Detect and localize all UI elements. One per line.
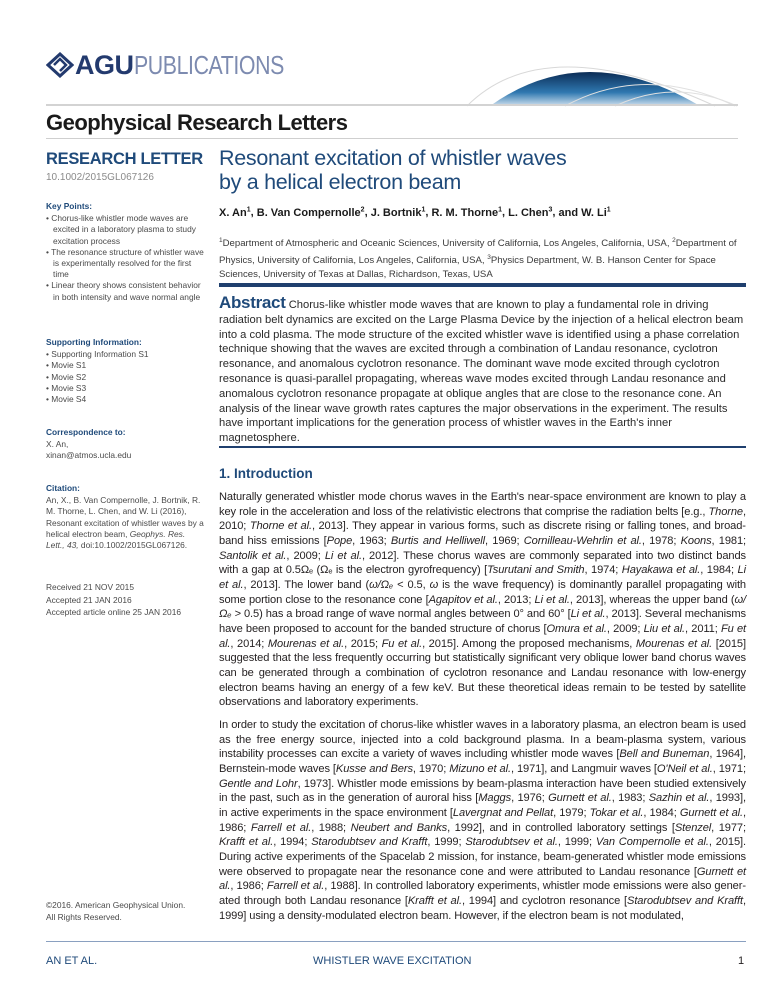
abstract-text: Chorus-like whistler mode waves that are known to play a fundamental role in driving radiation belt dynamics are excited on the Large Plasma Device by the injection of a helical electron beam into a cold plasma. The mode structure of the excited whistler wave is identified using a phase correlation technique showing that the waves are excited through a combination of Landau resonance, cyclotron resonance, and anomalous cyclotron resonance. The dominant wave mode excited through cyclotron resonance is quasi-parallel propagating, whereas wave modes excited through Landau resonance and anomalous cyclotron resonance propagate at oblique angles that are close to the resonance cone. An analysis of the linear wave growth rates captures the major observations in the experiment. The results have important implications for the generation process of whistler waves in the Earth's inner magnetosphere.	[219, 299, 744, 445]
affiliation: Physics Department, W. B. Hanson Center for Space Sciences, University of Texas at Dallas, Richardson, Texas, USA	[219, 254, 716, 280]
journal-title: Geophysical Research Letters	[46, 110, 348, 135]
text-run: , 2015]. Among the proposed mechanisms,	[422, 637, 636, 650]
article-type: RESEARCH LETTER	[46, 150, 203, 168]
citation-reference[interactable]: Thorne	[708, 505, 744, 518]
citation-reference[interactable]: Tokar et al.	[589, 806, 644, 819]
affiliation: Department of Atmospheric and Oceanic Sciences, University of California, Los Angeles, California, USA,	[222, 238, 673, 250]
text-run: , 1981;	[711, 534, 747, 547]
online-date: Accepted article online 25 JAN 2016	[46, 607, 182, 618]
text-run: , 1988]. In controlled laboratory experiments, whistler mode emissions were also generated through both Landau resonance [	[219, 880, 747, 907]
citation-reference[interactable]: Neubert and Banks	[350, 821, 448, 834]
correspondence-heading: Correspondence to:	[46, 427, 126, 437]
citation-reference[interactable]: Mourenas et al.	[267, 637, 345, 650]
affiliations: $^1$Department of Atmospheric and Oceanic Sciences, University of California, Los Angeles, California, USA, $^2$Department of Physics, University of California, Los Angeles, California, USA, $^3$Physics Department, W. B. Hanson Center for Space Sciences, University of Texas at Dallas, Richardson, Texas, USA	[219, 237, 737, 280]
citation-reference[interactable]: Pope	[326, 534, 353, 547]
text-run: [2015] suggested that the less frequently occurring but statistically significant very oblique lower band chorus waves can be generated through a combination of cyclotron resonance and Landau resonance with low-energy electron beams having an energy of a few keV. But these theoretical ideas remain to be tested by satellite observations and laboratory experiments.	[219, 637, 746, 709]
citation-reference[interactable]: Thorne et al.	[249, 520, 312, 533]
text-run: , 1971], and Langmuir waves [	[510, 762, 657, 775]
text-run: , 1986;	[219, 806, 746, 834]
key-points	[46, 201, 206, 303]
paragraph	[219, 718, 746, 923]
text-run: , 2013]. The lower band (	[243, 578, 370, 591]
citation-reference[interactable]: Gurnett et al.	[548, 792, 612, 805]
agu-logo-icon	[46, 52, 74, 78]
citation-reference[interactable]: Mourenas et al.	[635, 637, 713, 650]
text-run: , 1986;	[230, 880, 267, 893]
citation-reference[interactable]: Stenzel	[674, 821, 712, 834]
text-run: , 1963;	[352, 534, 391, 547]
key-point: • Linear theory shows consistent behavior in both intensity and wave normal angle	[46, 280, 206, 302]
citation-reference[interactable]: Krafft et al.	[407, 894, 462, 907]
author: B. Van Compernolle$^2$	[256, 206, 365, 219]
citation	[46, 483, 206, 551]
citation-reference[interactable]: Gurnett et al.	[219, 865, 746, 893]
citation-reference[interactable]: Fu et al.	[381, 637, 423, 650]
abstract-divider	[219, 283, 746, 287]
supporting-item[interactable]: • Supporting Information S1	[46, 349, 206, 360]
citation-reference[interactable]: Santolik et al.	[219, 549, 287, 562]
supporting-heading: Supporting Information:	[46, 337, 142, 347]
article-dates	[46, 581, 206, 619]
text-run: , 1964], Bernstein-mode waves [	[219, 748, 746, 775]
text-run: , 2009;	[286, 549, 325, 562]
citation-reference[interactable]: Van Compernolle et al.	[595, 836, 709, 849]
text-run: , 2009;	[606, 622, 644, 635]
journal-divider	[46, 138, 738, 139]
key-point: • Chorus-like whistler mode waves are excited in a laboratory plasma to study excitation process	[46, 213, 206, 247]
citation-reference[interactable]: Maggs	[478, 792, 512, 805]
author: R. M. Thorne$^1$	[431, 206, 502, 219]
text-run: , 1984;	[643, 806, 680, 819]
citation-heading: Citation:	[46, 483, 80, 493]
citation-reference[interactable]: Sazhin et al.	[648, 792, 710, 805]
citation-reference[interactable]: Hayakawa et al.	[621, 564, 701, 577]
text-run: , 2011;	[685, 622, 721, 635]
text-run: , 1971;	[712, 762, 746, 775]
supporting-item[interactable]: • Movie S4	[46, 394, 206, 405]
header-divider	[46, 104, 738, 106]
accepted-date: Accepted 21 JAN 2016	[46, 594, 132, 605]
text-run: , 2013;	[497, 593, 535, 606]
supporting-item[interactable]: • Movie S3	[46, 383, 206, 394]
text-run: , 2014;	[230, 637, 268, 650]
text-run: , 1978;	[641, 534, 681, 547]
text-run: , 1993], in active experiments in the space environment [	[219, 792, 746, 819]
text-run: is the wave frequency) is dominantly parallel propagating with some portion close to the resonance cone [	[219, 578, 747, 606]
text-run: , 1994;	[273, 836, 312, 849]
text-run: , 2012]. These chorus waves are commonly separated into two distinct bands with a gap at 0.5Ωₑ (Ωₑ is the electron gyrofrequency) [	[219, 549, 746, 577]
citation-reference[interactable]: Starodubtsev and Krafft	[311, 836, 428, 849]
text-run: , 1979;	[553, 806, 590, 819]
text-run: , 2013]. They appear in various forms, such as discrete rising or falling tones, and broadband hiss emissions [	[219, 520, 746, 547]
section-divider	[219, 446, 746, 448]
citation-reference[interactable]: Starodubtsev and Krafft	[627, 894, 744, 907]
doi[interactable]: 10.1002/2015GL067126	[46, 172, 154, 183]
text-run: , 1970;	[412, 762, 450, 775]
text-run: , 1994] and cyclotron resonance [	[461, 894, 628, 907]
text-run: Naturally generated whistler mode chorus waves in the Earth's near-space environment are known to play a key role in the acceleration and loss of the relativistic electrons that comprise the radiation belts [e.g.,	[219, 491, 746, 518]
copyright: ©2016. American Geophysical Union. All Rights Reserved.	[46, 900, 186, 922]
text-run: , 2013]. Several mechanisms have been proposed to account for the banded structure of chorus [	[219, 608, 747, 635]
text-run: , 1973]. Whistler mode emissions by beam-plasma interaction have been studied extensively in the past, such as in the generation of auroral hiss [	[219, 777, 746, 805]
text-run: , 1976;	[511, 792, 549, 805]
citation-reference[interactable]: Geophys. Res. Lett., 43,	[46, 528, 186, 551]
supporting-item[interactable]: • Movie S2	[46, 372, 206, 383]
section-heading-introduction: 1. Introduction	[219, 466, 313, 481]
page-number: 1	[738, 955, 745, 967]
text-run: , 1977;	[711, 821, 746, 834]
key-points-heading: Key Points:	[46, 201, 93, 211]
text-run: An, X., B. Van Compernolle, J. Bortnik, R. M. Thorne, L. Chen, and W. Li (2016), Resonant excitation of whistler waves by a helical electron beam,	[46, 495, 204, 539]
text-run: , 1999] using a density-modulated electron beam. However, if the electron beam is not modulated,	[219, 894, 746, 922]
text-run: , 2013], whereas the upper band (	[569, 593, 735, 606]
abstract-heading: Abstract	[219, 293, 286, 312]
earth-horizon-banner-image	[465, 48, 739, 108]
article-title: Resonant excitation of whistler waves by a helical electron beam	[219, 146, 567, 194]
author: J. Bortnik$^1$	[370, 206, 426, 219]
text-run: , 1999;	[427, 836, 466, 849]
author: X. An$^1$	[219, 206, 251, 219]
text-run: , 1969;	[485, 534, 524, 547]
citation-reference[interactable]: Starodubtsev et al.	[465, 836, 558, 849]
citation-reference[interactable]: ω/Ωₑ	[219, 593, 746, 621]
citation-reference[interactable]: Farrell et al.	[250, 821, 312, 834]
correspondence-name: X. An,	[46, 439, 69, 450]
citation-reference[interactable]: Bell and Buneman	[619, 748, 710, 761]
citation-reference[interactable]: Farrell et al.	[266, 880, 325, 893]
citation-reference[interactable]: Krafft et al.	[219, 836, 274, 849]
citation-reference[interactable]: O'Neil et al.	[656, 762, 713, 775]
supporting-information	[46, 337, 206, 405]
citation-text	[46, 495, 206, 551]
citation-reference[interactable]: Burtis and Helliwell	[390, 534, 486, 547]
footer-divider	[46, 941, 746, 942]
text-run: < 0.5,	[393, 578, 430, 591]
citation-reference[interactable]: ω	[429, 578, 439, 591]
supporting-item[interactable]: • Movie S1	[46, 360, 206, 371]
citation-reference[interactable]: Li et al.	[570, 608, 606, 621]
author-list: X. An$^1$, B. Van Compernolle$^2$, J. Bortnik$^1$, R. M. Thorne$^1$, L. Chen$^3$, and W. Li$^1$	[219, 206, 611, 219]
text-run: , 1983;	[611, 792, 649, 805]
footer-authors: AN ET AL.	[46, 955, 98, 967]
citation-reference[interactable]: Koons	[680, 534, 712, 547]
author: L. Chen$^3$	[508, 206, 553, 219]
correspondence	[46, 427, 206, 462]
citation-reference[interactable]: Mizuno et al.	[449, 762, 511, 775]
received-date: Received 21 NOV 2015	[46, 582, 134, 592]
citation-reference[interactable]: Li et al.	[534, 593, 570, 606]
citation-reference[interactable]: Li et al.	[219, 564, 746, 591]
author: and W. Li$^1$	[558, 206, 611, 219]
citation-reference[interactable]: Li et al.	[324, 549, 362, 562]
citation-reference[interactable]: Fu et al.	[219, 622, 747, 650]
paragraph	[219, 490, 746, 710]
text-run: , 1999;	[557, 836, 596, 849]
citation-reference[interactable]: Tsurutani and Smith	[487, 564, 585, 577]
footer-running-title: WHISTLER WAVE EXCITATION	[313, 955, 472, 967]
text-run: , 1992], and in controlled laboratory settings [	[447, 821, 675, 834]
text-run: doi:10.1002/2015GL067126.	[78, 540, 188, 551]
text-run: , 1984;	[700, 564, 738, 577]
text-run: In order to study the excitation of chorus-like whistler waves in a laboratory plasma, an electron beam is used as the free energy source, injected into a cold background plasma. In a beam-plasma system, various instability processes can excite a variety of waves including whistler mode waves [	[219, 719, 746, 761]
text-run: , 1974;	[584, 564, 622, 577]
affiliation: Department of Physics, University of California, Los Angeles, California, USA,	[219, 238, 737, 266]
citation-reference[interactable]: Omura et al.	[546, 622, 607, 635]
agu-publications-logo: AGUPUBLICATIONS	[46, 50, 316, 81]
citation-reference[interactable]: Gentle and Lohr	[219, 777, 298, 790]
correspondence-email[interactable]: xinan@atmos.ucla.edu	[46, 450, 132, 461]
text-run: , 2015;	[344, 637, 382, 650]
citation-reference[interactable]: Lavergnat and Pellat	[452, 806, 554, 819]
citation-reference[interactable]: Cornilleau-Wehrlin et al.	[523, 534, 642, 547]
citation-reference[interactable]: Gurnett et al.	[679, 806, 744, 819]
abstract	[219, 293, 746, 446]
citation-reference[interactable]: Kusse and Bers	[335, 762, 413, 775]
citation-reference[interactable]: Agapitov et al.	[428, 593, 498, 606]
text-run: , 1988;	[311, 821, 351, 834]
text-run: , 2015]. During active experiments of the Spacelab 2 mission, for instance, beam-generated whistler mode emissions were observed to propagate near the resonance cone and were attributed to Landau resonance [	[219, 836, 746, 878]
citation-reference[interactable]: Liu et al.	[643, 622, 686, 635]
key-point: • The resonance structure of whistler wave is experimentally resolved for the first time	[46, 247, 206, 281]
text-run: > 0.5) has a broad range of wave normal angles between 0° and 60° [	[231, 608, 571, 621]
citation-reference[interactable]: ω/Ωₑ	[369, 578, 394, 591]
text-run: , 2010;	[219, 505, 746, 533]
